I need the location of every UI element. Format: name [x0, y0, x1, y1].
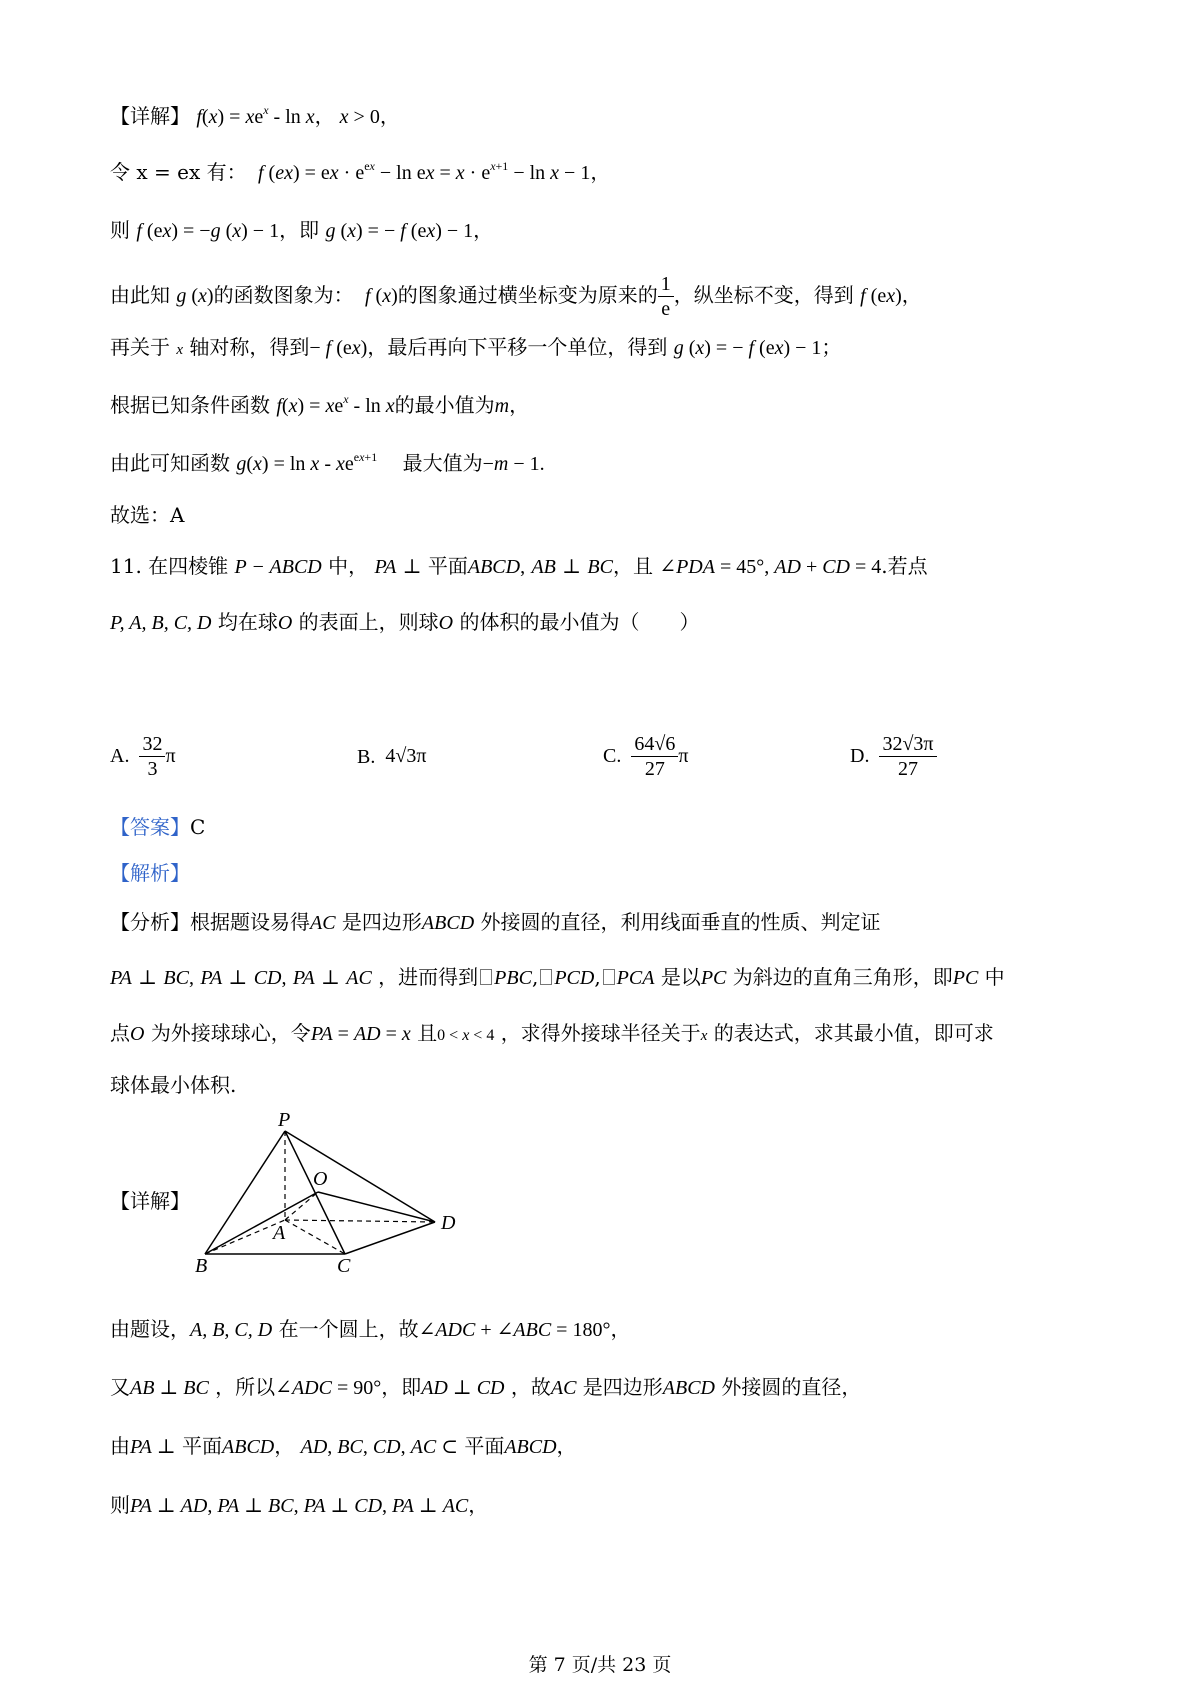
analysis-label: 【解析】 — [110, 861, 190, 885]
analysis-a1-mid: 是四边形 — [341, 910, 422, 934]
q-condition: ∠PDA = 45°, AD + CD = 4 — [659, 556, 882, 578]
line4-f-ex: f (ex)， — [860, 285, 922, 307]
detail-line-2 — [110, 157, 610, 188]
option-b-label: B. — [357, 745, 376, 768]
analysis-a2-suffix: 是以 — [660, 965, 701, 989]
q-pa: PA — [374, 556, 397, 578]
edge-cd — [345, 1222, 435, 1254]
solution-s2-mid2: ，即 — [381, 1375, 422, 1399]
missing-glyph-icon — [480, 969, 492, 985]
analysis-a2-mid: ，进而得到 — [378, 965, 479, 989]
line3-mid: ，即 — [279, 218, 320, 242]
q-pyramid: P − ABCD — [234, 556, 322, 578]
option-c-suffix: π — [678, 745, 689, 767]
analysis-perp-list: PA — [110, 967, 132, 989]
analysis-a3-mid1: 为外接球球心，令 — [150, 1021, 311, 1045]
label-d: D — [441, 1212, 456, 1234]
solution-line-3: 由PA ⊥ 平面ABCD， AD, BC, CD, AC ⊂ 平面ABCD， — [110, 1434, 577, 1458]
q-points: P, A, B, C, D — [110, 612, 212, 634]
edge-bo — [205, 1192, 318, 1254]
option-a-den: 3 — [147, 758, 158, 780]
line5-mid2: ，最后再向下平移一个单位，得到 — [367, 335, 668, 359]
detail-line-4 — [110, 272, 922, 321]
detail-label: 【详解】 — [110, 104, 190, 128]
line4-mid2: 的图象通过横坐标变为原来的 — [397, 283, 658, 307]
line5-mid1: 轴对称，得到 — [189, 335, 310, 359]
line5-neg-f: − f (ex) — [309, 337, 368, 359]
solution-s2-mid1: ，所以 — [215, 1375, 276, 1399]
detail-line-8: 故选：A — [110, 503, 185, 527]
line5-result: g (x) = − f (ex) − 1； — [673, 337, 842, 359]
detail-label-2: 【详解】 — [110, 1189, 190, 1213]
line6-formula: $f(x) = xe^x - \ln x$ — [276, 392, 395, 417]
solution-s1-prefix: 由题设， — [110, 1317, 190, 1341]
analysis-a2-last: 中 — [984, 965, 1005, 989]
question-number: 11. — [110, 554, 142, 578]
analysis-line-3: 点O 为外接球球心，令PA = AD = x 且0 < x < 4 ，求得外接球半径关于x 的表达式，求其最小值，即可求 — [110, 1021, 994, 1045]
solution-s3-mid1: 平面 — [182, 1434, 223, 1458]
answer-label: 【答案】 — [110, 815, 190, 839]
solution-line-4: 则PA ⊥ AD, PA ⊥ BC, PA ⊥ CD, PA ⊥ AC， — [110, 1493, 489, 1517]
option-d-num: 32√3π — [879, 732, 936, 757]
analysis-a1-suffix: 外接圆的直径，利用线面垂直的性质、判定证 — [480, 910, 881, 934]
option-c — [603, 732, 688, 781]
line7-max: −m − 1. — [482, 453, 545, 475]
option-d — [850, 732, 937, 781]
substitution-formula: f (ex) = ex · $e^{ex} - \ln$ ex = $x \cdot e^{x+1} - \ln x - 1$， — [257, 159, 611, 184]
solution-s4-end: ， — [468, 1493, 489, 1517]
line4-f: f (x) — [364, 285, 398, 307]
option-a-num: 32 — [139, 732, 165, 757]
line6-prefix: 根据已知条件函数 — [110, 393, 270, 417]
line6-mid: 的最小值为 — [394, 393, 495, 417]
analysis-line-2: PA ⊥ BC, PA ⊥ CD, PA ⊥ AC ，进而得到 PBC, PCD, PCA 是以PC 为斜边的直角三角形，即PC 中 — [110, 965, 1005, 989]
label-b: B — [195, 1255, 208, 1274]
solution-s1-mid: 在一个圆上，故 — [278, 1317, 419, 1341]
question-text3: 平面 — [427, 554, 468, 578]
analysis-line-4: 球体最小体积. — [110, 1073, 237, 1097]
solution-s2-mid4: 是四边形 — [582, 1375, 663, 1399]
solution-s3-prefix: 由 — [110, 1434, 130, 1458]
missing-glyph-icon — [540, 969, 552, 985]
edge-ad — [285, 1220, 435, 1222]
option-a-suffix: π — [165, 745, 176, 767]
question-text5: .若点 — [881, 554, 928, 578]
line5-x: x — [176, 342, 184, 358]
analysis-a1-prefix: 【分析】根据题设易得 — [110, 910, 310, 934]
question-text7: 的表面上，则球 — [298, 610, 439, 634]
question-line-2: P, A, B, C, D 均在球O 的表面上，则球O 的体积的最小值为（ ） — [110, 610, 700, 634]
analysis-a3-end: 的表达式，求其最小值，即可求 — [713, 1021, 994, 1045]
label-a: A — [273, 1222, 286, 1244]
line3-formula-1: f (ex) = −g (x) − 1 — [136, 220, 280, 242]
detail-line-5 — [110, 332, 841, 365]
option-a-label: A. — [110, 745, 130, 767]
q-abcd: ABCD — [467, 556, 521, 578]
analysis-a2-end: 为斜边的直角三角形，即 — [732, 965, 953, 989]
option-c-den: 27 — [644, 758, 665, 780]
question-text1: 在四棱锥 — [148, 554, 229, 578]
label-c: C — [337, 1255, 351, 1274]
analysis-a3-prefix: 点 — [110, 1021, 130, 1045]
substitution-text: 令 x = ex 有： — [110, 160, 247, 184]
question-line-1: 11. 在四棱锥 P − ABCD 中， PA ⊥ 平面ABCD, AB ⊥ BC，且 ∠PDA = 45°, AD + CD = 4.若点 — [110, 554, 928, 578]
line7-mid: 最大值为 — [402, 451, 483, 475]
analysis-a3-mid2: 且 — [417, 1021, 438, 1045]
pyramid-edges — [205, 1131, 435, 1254]
line4-prefix: 由此知 — [110, 283, 170, 307]
formula-f-def-rest: $(x) = xe^x - \ln x$， x > 0， — [201, 103, 400, 128]
label-o: O — [313, 1168, 328, 1190]
solution-s2-prefix: 又 — [110, 1375, 130, 1399]
question-text6: 均在球 — [217, 610, 278, 634]
label-p: P — [278, 1112, 291, 1131]
option-b-value: 4√3π — [385, 745, 427, 767]
pyramid-figure — [195, 1112, 475, 1274]
question-text4: ，且 — [612, 554, 653, 578]
option-c-label: C. — [603, 745, 622, 767]
analysis-a3-mid3: ，求得外接球半径关于 — [500, 1021, 701, 1045]
option-b — [357, 745, 426, 769]
line4-mid1: 的函数图象为： — [213, 283, 354, 307]
solution-s2-end: 外接圆的直径， — [721, 1375, 862, 1399]
edge-od — [318, 1192, 435, 1222]
line7-prefix: 由此可知函数 — [110, 451, 230, 475]
edge-ao — [285, 1192, 318, 1220]
line4-g: g (x) — [176, 285, 214, 307]
detail-line-3 — [110, 215, 493, 246]
option-a — [110, 732, 176, 781]
solution-line-2: 又AB ⊥ BC ，所以∠ADC = 90°，即AD ⊥ CD ，故AC 是四边形ABCD 外接圆的直径， — [110, 1375, 862, 1399]
detail-line-7 — [110, 448, 545, 479]
line4-mid3: ，纵坐标不变，得到 — [673, 283, 854, 307]
page-footer: 第 7 页/共 23 页 — [528, 1654, 672, 1676]
line3-formula-2: g (x) = − f (ex) − 1， — [325, 220, 494, 242]
solution-s3-end: ， — [556, 1434, 577, 1458]
formula-f-def: f — [196, 106, 202, 128]
line3-prefix: 则 — [110, 218, 130, 242]
solution-s4-prefix: 则 — [110, 1493, 130, 1517]
missing-glyph-icon — [603, 969, 615, 985]
detail-line-1 — [110, 101, 400, 132]
option-d-label: D. — [850, 745, 870, 767]
solution-s2-mid3: ，故 — [510, 1375, 551, 1399]
solution-s3-mid3: 平面 — [464, 1434, 505, 1458]
solution-s3-mid2: ， — [274, 1434, 295, 1458]
line5-prefix: 再关于 — [110, 335, 170, 359]
answer-line — [110, 812, 205, 842]
line6-m: m — [494, 395, 510, 417]
fraction-one-over-e: $\frac{1}{e}$ — [658, 272, 674, 321]
line7-g: $g(x) = \ln x - xe^{ex+1}$ — [236, 450, 378, 475]
question-text2: 中， — [328, 554, 369, 578]
option-c-num: 64√6 — [631, 732, 678, 757]
detail-line-6: 根据已知条件函数 $f(x) = xe^x - \ln x$的最小值为m， — [110, 392, 530, 417]
analysis-line-1: 【分析】根据题设易得AC 是四边形ABCD 外接圆的直径，利用线面垂直的性质、判定证 — [110, 910, 881, 934]
solution-line-1: 由题设，A, B, C, D 在一个圆上，故∠ADC + ∠ABC = 180°， — [110, 1317, 631, 1341]
option-d-den: 27 — [897, 758, 918, 780]
answer-value: C — [190, 815, 206, 839]
question-text8: 的体积的最小值为（ ） — [459, 610, 700, 634]
